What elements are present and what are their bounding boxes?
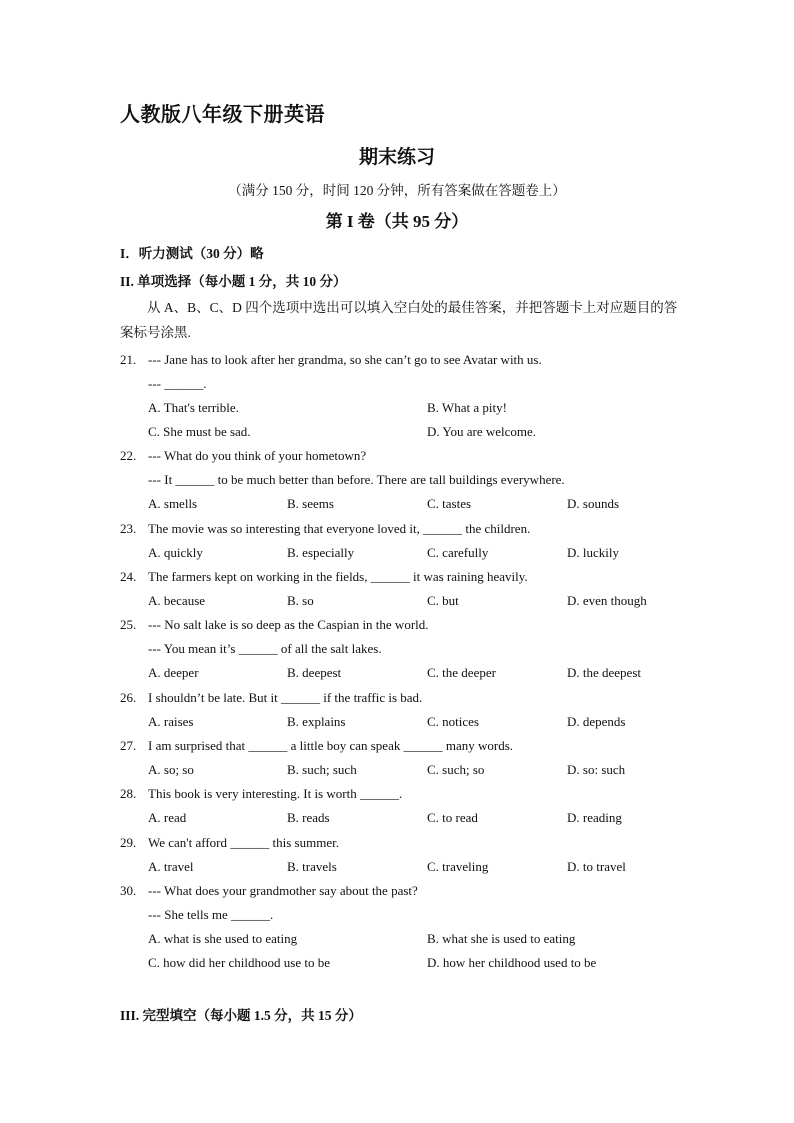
- option-c: C. carefully: [427, 545, 489, 560]
- question-text: This book is very interesting. It is worth ______.: [148, 786, 403, 801]
- option-c: C. how did her childhood use to be: [148, 955, 330, 970]
- question-number: 22.: [120, 448, 137, 463]
- option-b: B. explains: [287, 714, 346, 729]
- option-b: B. what she is used to eating: [427, 931, 576, 946]
- option-b: B. seems: [287, 496, 334, 511]
- book-title: 人教版八年级下册英语: [120, 104, 325, 126]
- option-a: A. travel: [148, 859, 194, 874]
- question-text: --- What does your grandmother say about the past?: [148, 883, 418, 898]
- question-text: --- What do you think of your hometown?: [148, 448, 367, 463]
- option-d: D. luckily: [567, 545, 619, 560]
- question-number: 29.: [120, 835, 137, 850]
- option-a: A. because: [148, 593, 206, 608]
- question-number: 23.: [120, 521, 137, 536]
- option-a: A. quickly: [148, 545, 203, 560]
- option-d: D. the deepest: [567, 665, 642, 680]
- option-d: D. to travel: [567, 859, 626, 874]
- question-number: 21.: [120, 352, 137, 367]
- option-c: C. the deeper: [427, 665, 496, 680]
- question-text: I am surprised that ______ a little boy can speak ______ many words.: [148, 738, 514, 753]
- question-number: 28.: [120, 786, 137, 801]
- question-text: The farmers kept on working in the fields, ______ it was raining heavily.: [148, 569, 528, 584]
- option-a: A. so; so: [148, 762, 194, 777]
- option-d: D. so: such: [567, 762, 626, 777]
- option-a: A. smells: [148, 496, 198, 511]
- option-a: A. what is she used to eating: [148, 931, 298, 946]
- option-b: B. deepest: [287, 665, 342, 680]
- option-d: D. reading: [567, 810, 622, 825]
- option-c: C. tastes: [427, 496, 472, 511]
- question-number: 24.: [120, 569, 137, 584]
- question-text: --- You mean it’s ______ of all the salt lakes.: [148, 641, 382, 656]
- part-title: 第 I 卷（共 95 分）: [325, 212, 469, 231]
- section-instruction: 从 A、B、C、D 四个选项中选出可以填入空白处的最佳答案，并把答题卡上对应题目的答案标号涂黑.: [120, 300, 678, 340]
- option-d: D. depends: [567, 714, 626, 729]
- question-text: --- Jane has to look after her grandma, so she can’t go to see Avatar with us.: [148, 352, 542, 367]
- question-number: 30.: [120, 883, 137, 898]
- option-d: D. even though: [567, 593, 647, 608]
- option-b: B. reads: [287, 810, 330, 825]
- question-text: --- It ______ to be much better than before. There are tall buildings everywhere.: [148, 472, 565, 487]
- option-d: D. You are welcome.: [427, 424, 537, 439]
- option-d: D. sounds: [567, 496, 620, 511]
- option-b: B. travels: [287, 859, 337, 874]
- section-listening: I．听力测试（30 分）略: [120, 246, 264, 261]
- exam-note: （满分 150 分，时间 120 分钟，所有答案做在答题卷上）: [228, 183, 566, 198]
- option-c: C. traveling: [427, 859, 489, 874]
- option-c: C. notices: [427, 714, 479, 729]
- option-c: C. She must be sad.: [148, 424, 251, 439]
- question-number: 25.: [120, 617, 137, 632]
- option-c: C. to read: [427, 810, 478, 825]
- option-c: C. but: [427, 593, 459, 608]
- exam-title: 期末练习: [358, 147, 435, 168]
- option-a: A. deeper: [148, 665, 199, 680]
- question-text: We can't afford ______ this summer.: [148, 835, 339, 850]
- question-text: I shouldn’t be late. But it ______ if the traffic is bad.: [148, 690, 423, 705]
- question-number: 27.: [120, 738, 137, 753]
- option-b: B. especially: [287, 545, 355, 560]
- question-number: 26.: [120, 690, 137, 705]
- question-text: --- No salt lake is so deep as the Caspian in the world.: [148, 617, 429, 632]
- option-a: A. That's terrible.: [148, 400, 239, 415]
- question-text: --- ______.: [148, 376, 207, 391]
- question-text: The movie was so interesting that everyone loved it, ______ the children.: [148, 521, 531, 536]
- question-text: --- She tells me ______.: [148, 907, 274, 922]
- section-single-choice: II. 单项选择（每小题 1 分，共 10 分）: [120, 274, 347, 289]
- section-cloze: III. 完型填空（每小题 1.5 分，共 15 分）: [120, 1008, 362, 1023]
- option-b: B. such; such: [287, 762, 357, 777]
- option-b: B. so: [287, 593, 314, 608]
- option-a: A. raises: [148, 714, 194, 729]
- option-b: B. What a pity!: [427, 400, 507, 415]
- option-c: C. such; so: [427, 762, 485, 777]
- option-a: A. read: [148, 810, 187, 825]
- option-d: D. how her childhood used to be: [427, 955, 597, 970]
